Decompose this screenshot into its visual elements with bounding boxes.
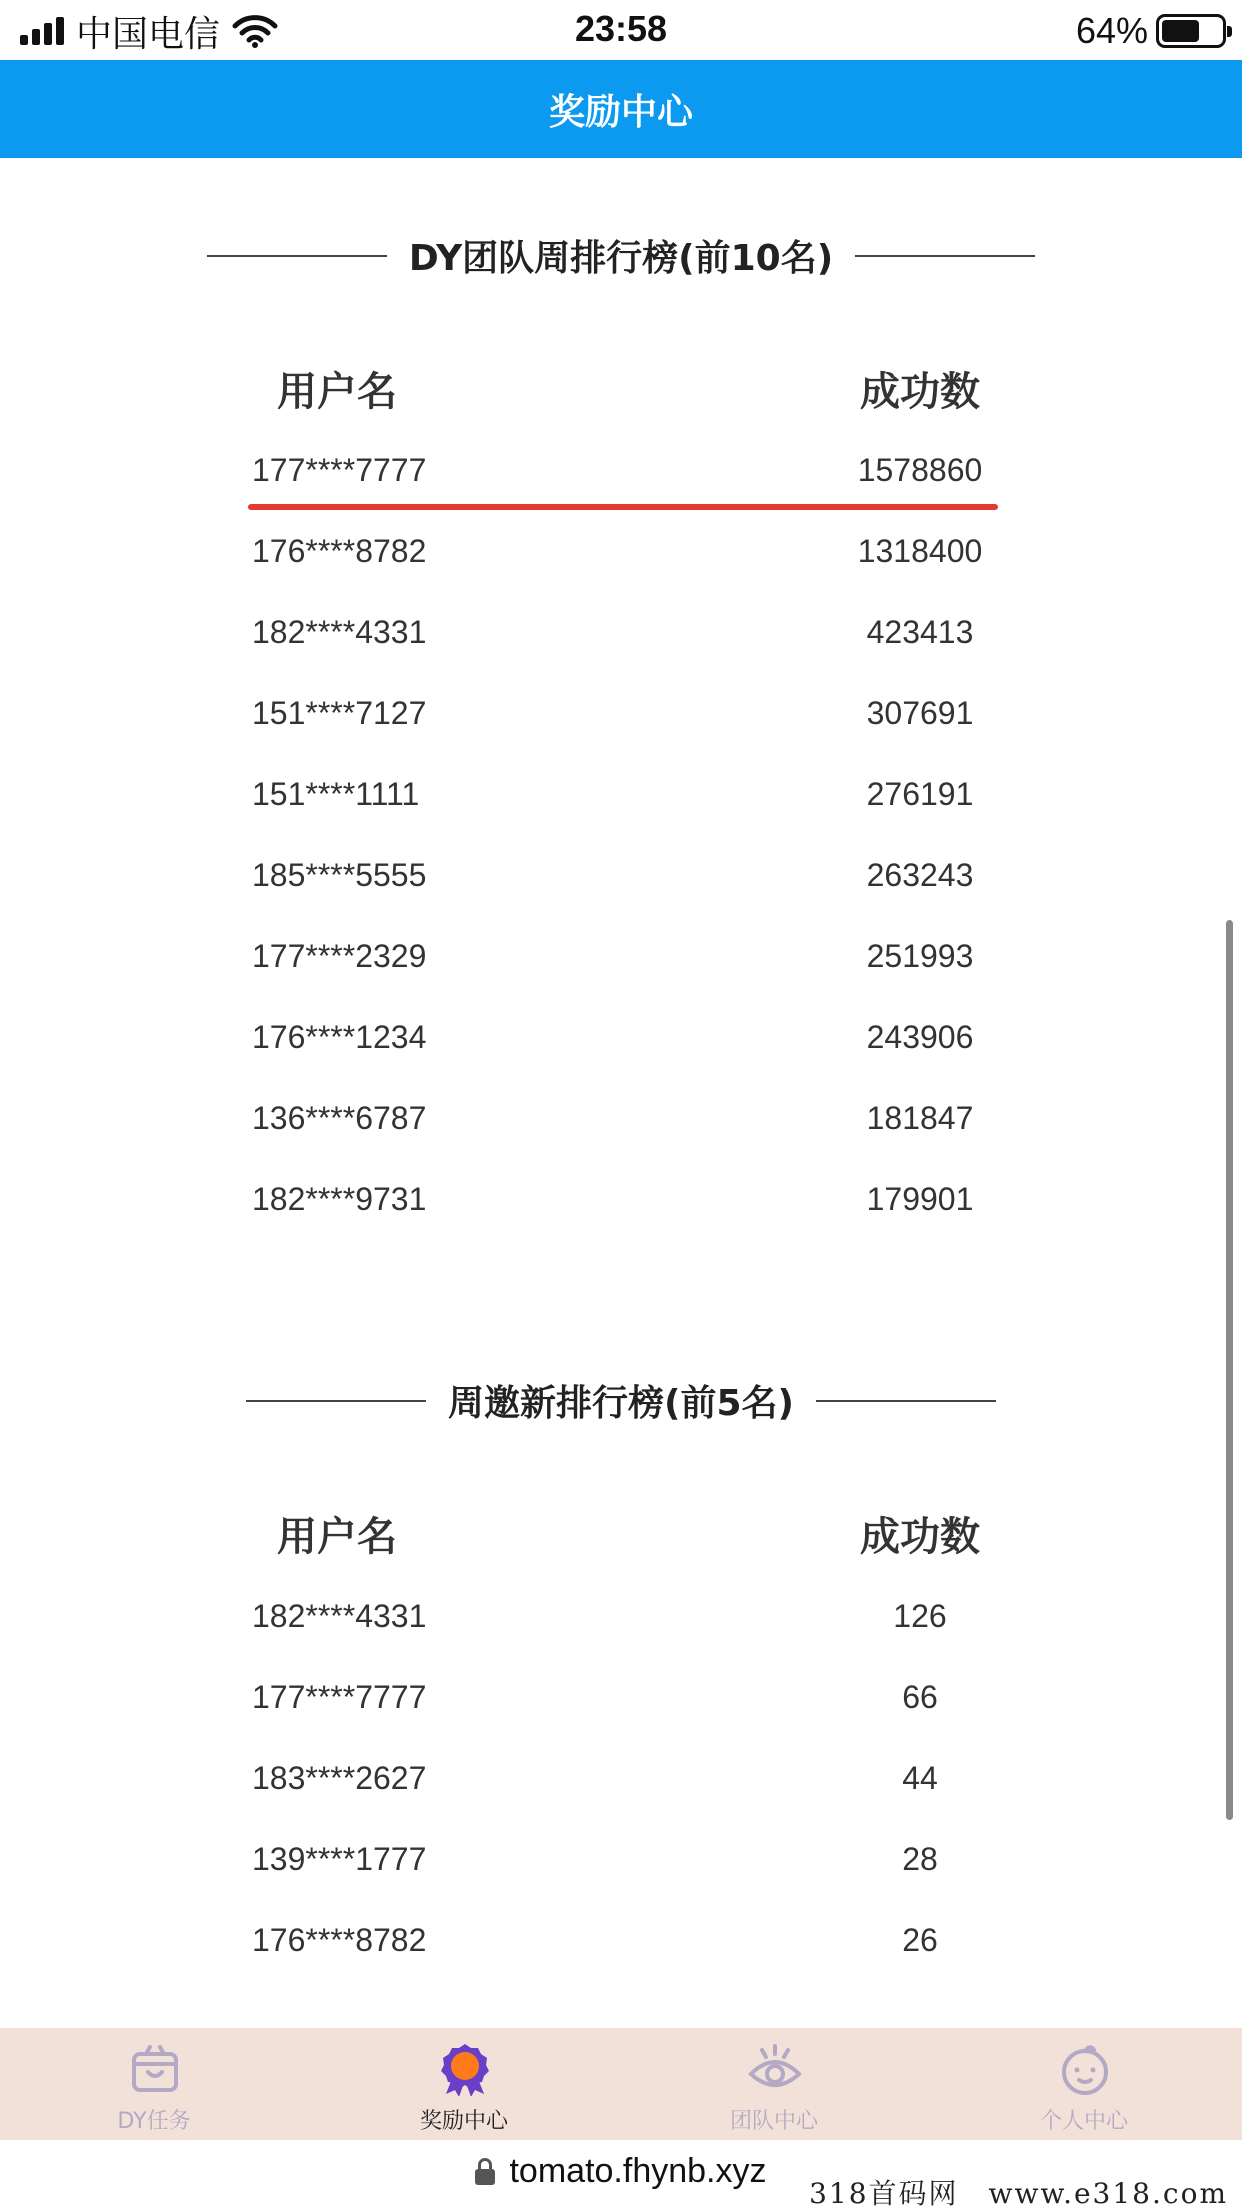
nav-header [0,60,1242,158]
carrier-name: 中国电信 [76,13,221,55]
row-count: 126 [893,1598,947,1634]
status-right [1076,10,1226,52]
status-bar [0,0,1242,60]
row-count: 263243 [866,857,974,893]
team-col-username: 用户名 [277,369,397,415]
table-row [250,1742,995,1823]
row-count: 66 [902,1679,938,1715]
row-count: 276191 [866,776,974,812]
row-count: 26 [902,1922,938,1958]
table-row [250,1661,995,1742]
invite-leaderboard-title [0,1375,1242,1426]
row-username: 182****9731 [252,1181,427,1217]
tab-personal-center[interactable] [984,2028,1184,2140]
row-count: 181847 [866,1100,974,1136]
page-title: 奖励中心 [548,91,693,133]
table-row [250,515,995,596]
row-username: 151****1111 [252,776,420,812]
row-username: 177****2329 [252,938,427,974]
eye-icon [748,2042,802,2096]
row-username: 183****2627 [252,1760,427,1796]
table-row [250,920,995,1001]
row-username: 176****8782 [252,1922,427,1958]
row-username: 182****4331 [252,1598,427,1634]
title-divider-left [207,255,387,257]
row-username: 182****4331 [252,614,427,650]
table-row [250,677,995,758]
invite-col-count: 成功数 [860,1514,980,1560]
table-row [250,434,995,515]
row-username: 177****7777 [252,1679,427,1715]
task-box-icon [128,2042,182,2096]
table-row [250,758,995,839]
table-row [250,839,995,920]
battery-icon [1156,14,1226,48]
row-username: 136****6787 [252,1100,427,1136]
page-scrollbar[interactable] [1226,920,1233,1820]
row-count: 44 [902,1760,938,1796]
url-text: tomato.fhynb.xyz [509,2152,767,2190]
row-username: 177****7777 [252,452,427,488]
table-row [250,1580,995,1661]
lock-icon [475,2158,495,2186]
row-count: 179901 [866,1181,974,1217]
watermark: 318首码网 www.e318.com [809,2177,1228,2208]
tab-label: DY任务 [117,2109,191,2134]
invite-leaderboard-heading: 周邀新排行榜(前5名) [448,1383,794,1424]
table-row [250,1904,995,1985]
tab-team-center[interactable] [674,2028,874,2140]
battery-percent: 64% [1075,10,1148,51]
bottom-tab-bar [0,2028,1242,2140]
tab-label: 团队中心 [729,2109,818,2134]
invite-col-username: 用户名 [277,1514,397,1560]
team-leaderboard-title [0,230,1242,281]
row-count: 243906 [866,1019,974,1055]
table-row [250,1001,995,1082]
row-count: 1578860 [857,452,983,488]
table-row [250,1163,995,1244]
table-row [250,596,995,677]
top-rank-highlight [248,504,998,510]
table-row [250,1823,995,1904]
row-count: 251993 [866,938,974,974]
title-divider-right [855,255,1035,257]
title-divider-left [246,1400,426,1402]
row-username: 176****1234 [252,1019,427,1055]
tab-dy-tasks[interactable] [54,2028,254,2140]
status-time: 23:58 [574,8,668,49]
row-count: 423413 [866,614,974,650]
smiley-face-icon [1058,2042,1112,2096]
row-count: 28 [902,1841,938,1877]
row-count: 307691 [866,695,974,731]
row-username: 176****8782 [252,533,427,569]
tab-label: 个人中心 [1039,2109,1128,2134]
team-col-count: 成功数 [860,369,980,415]
row-username: 151****7127 [252,695,427,731]
award-medal-icon [438,2042,492,2096]
row-count: 1318400 [857,533,983,569]
tab-label: 奖励中心 [419,2109,508,2134]
team-leaderboard-heading: DY团队周排行榜(前10名) [408,238,834,279]
title-divider-right [816,1400,996,1402]
table-row [250,1082,995,1163]
row-username: 185****5555 [252,857,427,893]
tab-reward-center[interactable] [364,2028,564,2140]
row-username: 139****1777 [252,1841,427,1877]
